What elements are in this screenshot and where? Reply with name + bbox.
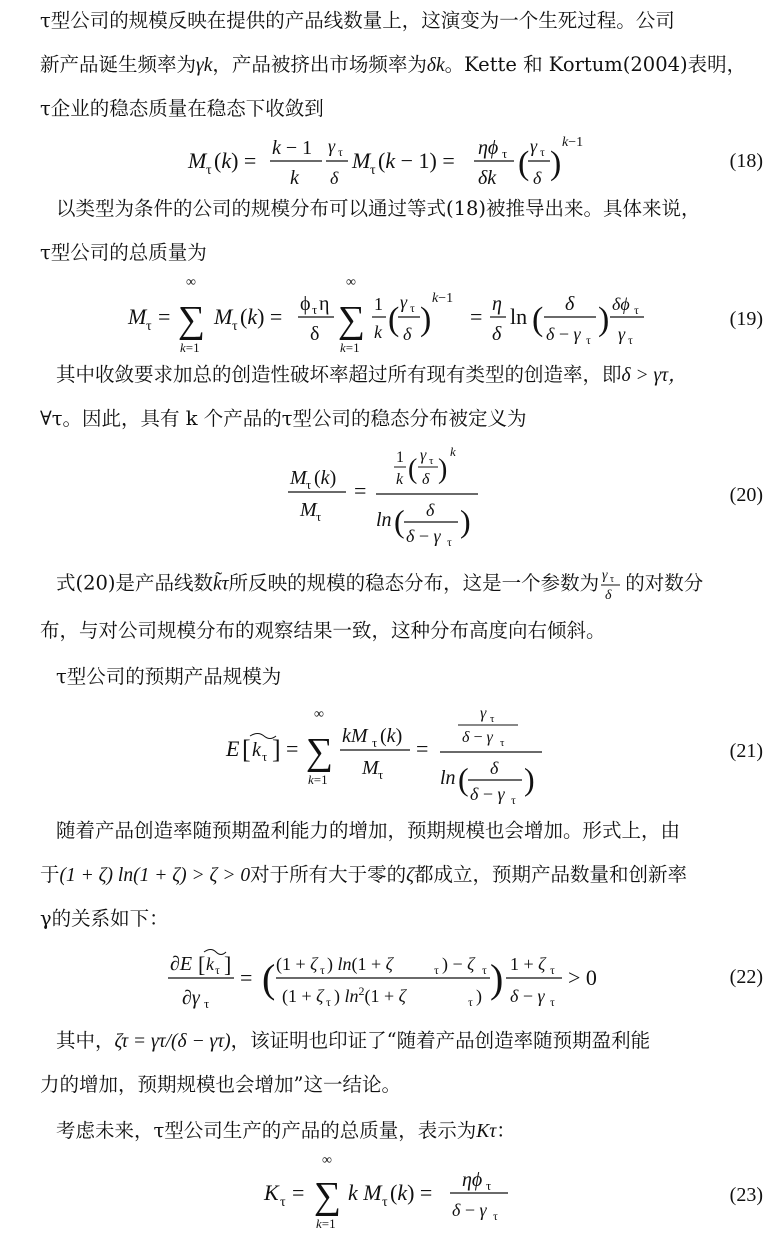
svg-text:τ: τ — [429, 455, 434, 467]
svg-text:δ − γ: δ − γ — [406, 526, 441, 546]
svg-text:γ: γ — [480, 705, 487, 722]
svg-text:τ: τ — [410, 301, 415, 315]
paragraph-line: 其中，ζτ = γτ/(δ − γτ)，该证明也印证了“随着产品创造率随预期盈利能 — [56, 1029, 651, 1052]
svg-text:k − 1: k − 1 — [272, 137, 313, 159]
paragraph-line: 其中收敛要求加总的创造性破坏率超过所有现有类型的创造率，即δ > γτ， — [56, 363, 688, 386]
svg-text:τ: τ — [634, 303, 639, 317]
svg-text:k: k — [450, 444, 456, 459]
svg-text:δ: δ — [605, 588, 612, 602]
svg-text:δk: δk — [478, 167, 497, 189]
svg-text:δϕ: δϕ — [612, 294, 630, 314]
svg-text:δ: δ — [403, 324, 412, 344]
svg-text:=: = — [240, 965, 253, 990]
svg-text:[: [ — [242, 735, 251, 764]
svg-text:=: = — [286, 736, 299, 761]
equation-18 — [0, 128, 779, 198]
svg-text:): ) — [460, 503, 471, 539]
svg-text:M: M — [362, 757, 379, 779]
paragraph-line: 布，与对公司规模分布的观察结果一致，这种分布高度向右倾斜。 — [40, 619, 606, 642]
svg-text:=: = — [470, 304, 483, 329]
svg-text:δ: δ — [565, 293, 575, 315]
svg-text:δ: δ — [422, 471, 430, 488]
svg-text:η: η — [492, 293, 502, 315]
paragraph-line: ∀τ。因此，具有 k 个产品的τ型公司的稳态分布被定义为 — [40, 407, 527, 430]
paragraph-line: 考虑未来，τ型公司生产的产品的总质量，表示为Kτ： — [56, 1119, 516, 1142]
svg-text:ηϕ: ηϕ — [478, 137, 499, 159]
equation-23 — [0, 1150, 779, 1240]
svg-text:k−1: k−1 — [432, 291, 454, 306]
svg-text:ηϕ: ηϕ — [462, 1169, 483, 1191]
svg-text:τ: τ — [382, 1195, 388, 1210]
svg-text:τ: τ — [338, 145, 343, 159]
svg-text:) ln(1 + ζ: ) ln(1 + ζ — [327, 954, 393, 974]
equation-number: (21) — [729, 740, 763, 762]
svg-text:k−1: k−1 — [562, 135, 584, 150]
svg-text:δ: δ — [310, 323, 320, 345]
svg-text:τ: τ — [610, 574, 615, 585]
svg-text:∞: ∞ — [346, 275, 356, 290]
svg-text:τ: τ — [306, 477, 312, 492]
svg-text:k: k — [252, 739, 261, 761]
svg-text:τ: τ — [511, 793, 516, 806]
equation-20 — [0, 440, 779, 550]
svg-text:δ: δ — [426, 500, 435, 520]
svg-text:): ) — [598, 301, 610, 338]
svg-text:=: = — [416, 736, 429, 761]
paragraph-line: 以类型为条件的公司的规模分布可以通过等式(18)被推导出来。具体来说， — [56, 197, 701, 220]
svg-text:1: 1 — [396, 449, 404, 466]
svg-text:δ: δ — [492, 323, 502, 345]
svg-text:): ) — [490, 956, 504, 1001]
svg-text:δ − γ: δ − γ — [510, 986, 545, 1006]
svg-text:1: 1 — [374, 294, 383, 314]
svg-text:): ) — [550, 145, 562, 182]
svg-text:τ: τ — [215, 963, 220, 977]
svg-text:(: ( — [532, 301, 544, 338]
svg-text:kM: kM — [342, 725, 368, 747]
paragraph-line: 式(20)是产品线数k̃τ所反映的规模的稳态分布，这是一个参数为 γ τ δ 的对数分 — [56, 568, 704, 602]
svg-text:ln: ln — [510, 304, 528, 329]
svg-text:τ: τ — [628, 333, 633, 347]
svg-text:∑: ∑ — [306, 731, 334, 773]
svg-text:τ: τ — [550, 995, 555, 1009]
svg-text:τ: τ — [434, 963, 439, 977]
equation-number: (23) — [729, 1184, 763, 1206]
equation-number: (22) — [729, 966, 763, 988]
svg-text:): ) — [476, 986, 482, 1006]
svg-text:τ: τ — [502, 146, 508, 161]
svg-text:> 0: > 0 — [568, 965, 597, 990]
svg-text:τ: τ — [500, 737, 505, 749]
svg-text:=: = — [158, 304, 171, 329]
svg-text:τ: τ — [482, 963, 487, 977]
svg-text:τ: τ — [490, 713, 495, 725]
svg-text:M: M — [290, 467, 307, 489]
svg-text:τ: τ — [320, 963, 325, 977]
svg-text:): ) — [524, 761, 535, 797]
equation-22 — [0, 940, 779, 1016]
svg-text:η: η — [319, 293, 330, 315]
svg-text:δ: δ — [330, 168, 339, 188]
svg-text:k: k — [374, 322, 382, 342]
svg-text:γ: γ — [400, 292, 408, 312]
svg-text:(k) =: (k) = — [240, 304, 283, 329]
svg-text:∞: ∞ — [314, 707, 324, 722]
svg-text:∑: ∑ — [178, 299, 206, 341]
svg-text:τ: τ — [486, 1178, 492, 1193]
svg-text:τ: τ — [232, 319, 238, 334]
gamma-over-delta-fraction — [600, 566, 624, 602]
svg-text:M: M — [352, 148, 371, 173]
svg-text:k=1: k=1 — [308, 772, 328, 787]
svg-text:τ: τ — [280, 1195, 286, 1210]
svg-text:): ) — [438, 454, 448, 485]
svg-text:M: M — [128, 304, 147, 329]
svg-text:(: ( — [408, 454, 418, 485]
svg-text:(1 + ζ: (1 + ζ — [276, 954, 318, 974]
svg-text:τ: τ — [550, 963, 555, 977]
equation-number: (19) — [729, 308, 763, 330]
svg-text:τ: τ — [146, 319, 152, 334]
svg-text:k: k — [396, 471, 404, 488]
svg-text:τ: τ — [262, 749, 268, 764]
svg-text:(k) =: (k) = — [390, 1180, 433, 1205]
svg-text:M: M — [188, 148, 207, 173]
svg-text:∂γ: ∂γ — [182, 987, 200, 1009]
svg-text:δ − γ: δ − γ — [462, 729, 493, 746]
svg-text:δ − γ: δ − γ — [470, 784, 505, 804]
svg-text:) ln2(1 + ζ: ) $\ln^2(1 + \zeta$ — [334, 984, 406, 1006]
svg-text:(: ( — [388, 301, 400, 338]
svg-text:∞: ∞ — [322, 1153, 332, 1168]
svg-text:τ: τ — [312, 302, 318, 317]
svg-text:τ: τ — [206, 163, 212, 178]
svg-text:K: K — [264, 1180, 279, 1205]
svg-text:k: k — [206, 954, 214, 974]
equation-21 — [0, 700, 779, 806]
svg-text:(: ( — [518, 145, 530, 182]
svg-text:M: M — [300, 499, 317, 521]
svg-text:[: [ — [198, 952, 206, 977]
svg-text:γ: γ — [530, 136, 538, 156]
svg-text:∑: ∑ — [314, 1175, 342, 1217]
svg-text:∞: ∞ — [186, 275, 196, 290]
svg-text:τ: τ — [468, 995, 473, 1009]
svg-text:τ: τ — [316, 509, 322, 524]
paragraph-line: τ企业的稳态质量在稳态下收敛到 — [40, 97, 324, 120]
svg-text:τ: τ — [586, 333, 591, 347]
svg-text:τ: τ — [372, 735, 378, 750]
svg-text:]: ] — [224, 952, 232, 977]
svg-text:(1 + ζ: (1 + ζ — [282, 986, 324, 1006]
paragraph-line: 力的增加，预期规模也会增加”这一结论。 — [40, 1073, 401, 1096]
svg-text:ln: ln — [376, 509, 392, 531]
paragraph-line: τ型公司的预期产品规模为 — [56, 665, 282, 688]
svg-text:ln: ln — [440, 767, 456, 789]
paragraph-line: 于(1 + ζ) ln(1 + ζ) > ζ > 0对于所有大于零的ζ都成立，预期产品数量和创新率 — [40, 863, 688, 886]
paragraph-line: γ的关系如下： — [40, 907, 169, 930]
svg-text:(k − 1) =: (k − 1) = — [378, 148, 455, 173]
svg-text:(: ( — [262, 956, 276, 1001]
svg-text:δ − γ: δ − γ — [452, 1200, 487, 1220]
svg-text:τ: τ — [447, 535, 452, 549]
equation-19 — [0, 272, 779, 362]
svg-text:τ: τ — [378, 767, 384, 782]
svg-text:1 + ζ: 1 + ζ — [510, 954, 546, 974]
svg-text:=: = — [292, 1180, 305, 1205]
svg-text:k: k — [290, 167, 299, 189]
svg-text:k M: k M — [348, 1180, 382, 1205]
svg-text:M: M — [214, 304, 233, 329]
svg-text:∂E: ∂E — [170, 953, 193, 975]
svg-text:(: ( — [458, 761, 469, 797]
svg-text:(: ( — [394, 503, 405, 539]
equation-number: (18) — [729, 150, 763, 172]
svg-text:): ) — [420, 301, 432, 338]
svg-text:k=1: k=1 — [180, 340, 200, 355]
svg-text:δ: δ — [533, 168, 542, 188]
svg-text:]: ] — [272, 735, 281, 764]
svg-text:τ: τ — [540, 145, 545, 159]
svg-text:τ: τ — [370, 163, 376, 178]
svg-text:∑: ∑ — [338, 299, 366, 341]
svg-text:δ: δ — [490, 758, 499, 778]
equation-number: (20) — [729, 484, 763, 506]
svg-text:ϕ: ϕ — [300, 293, 311, 315]
paragraph-line: τ型公司的总质量为 — [40, 241, 207, 264]
paragraph-line: τ型公司的规模反映在提供的产品线数量上，这演变为一个生死过程。公司 — [40, 9, 675, 32]
svg-text:τ: τ — [493, 1209, 498, 1223]
svg-text:(k): (k) — [314, 467, 337, 489]
svg-text:γ: γ — [618, 324, 626, 344]
svg-text:τ: τ — [326, 995, 331, 1009]
paragraph-line: 新产品诞生频率为γk，产品被挤出市场频率为δk。Kette 和 Kortum(2004)表明， — [40, 53, 747, 76]
svg-text:γ: γ — [420, 447, 427, 464]
svg-text:) − ζ: ) − ζ — [442, 954, 475, 974]
svg-text:(k) =: (k) = — [214, 148, 257, 173]
svg-text:k=1: k=1 — [340, 340, 360, 355]
svg-text:γ: γ — [602, 568, 608, 583]
svg-text:=: = — [354, 478, 367, 503]
svg-text:E: E — [226, 736, 240, 761]
svg-text:γ: γ — [328, 136, 336, 156]
svg-text:(k): (k) — [380, 725, 403, 747]
paragraph-line: 随着产品创造率随预期盈利能力的增加，预期规模也会增加。形式上，由 — [56, 819, 681, 842]
svg-text:τ: τ — [204, 996, 210, 1011]
svg-text:k=1: k=1 — [316, 1216, 336, 1231]
svg-text:δ − γ: δ − γ — [546, 324, 581, 344]
